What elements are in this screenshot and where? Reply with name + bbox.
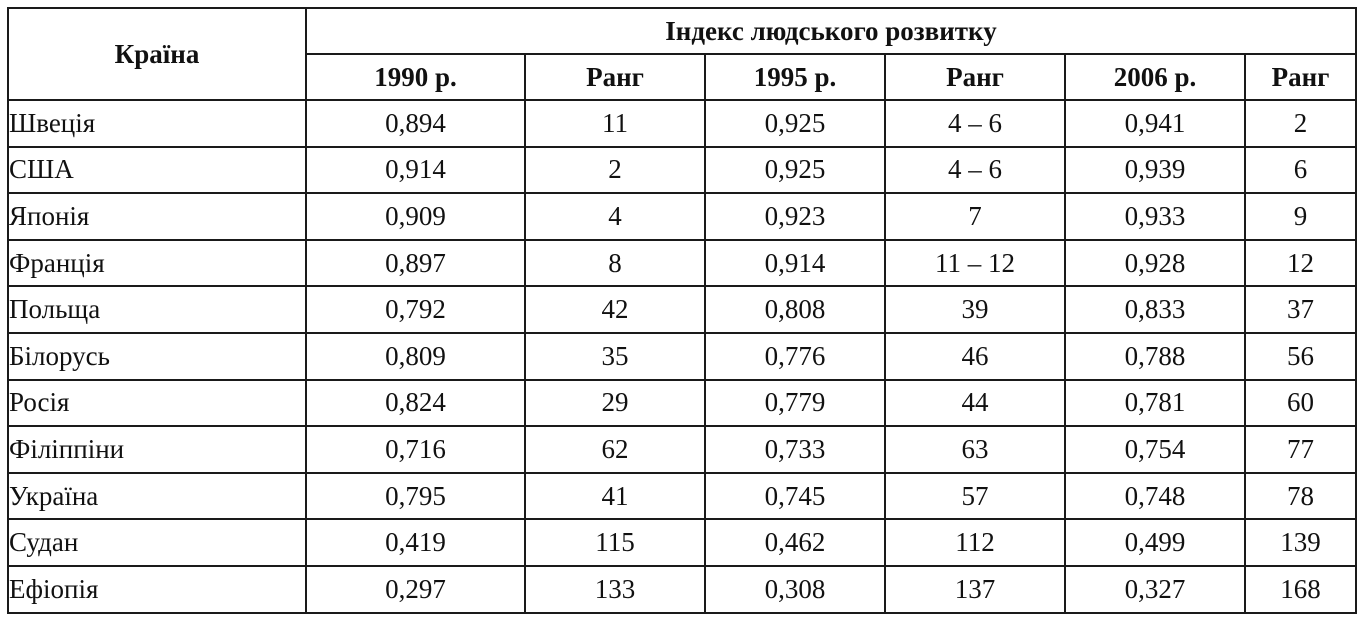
hdi-2006-cell: 0,928: [1065, 240, 1245, 287]
rank-1995-cell: 7: [885, 193, 1065, 240]
hdi-1990-cell: 0,909: [306, 193, 525, 240]
rank-1995-cell: 137: [885, 566, 1065, 613]
hdi-1990-cell: 0,897: [306, 240, 525, 287]
rank-1995-header: Ранг: [885, 54, 1065, 100]
table-row: [8, 426, 1356, 473]
hdi-1995-cell: 0,779: [705, 380, 885, 427]
rank-1990-cell: 62: [525, 426, 705, 473]
rank-2006-cell: 77: [1245, 426, 1356, 473]
hdi-1990-cell: 0,792: [306, 286, 525, 333]
table-row: [8, 566, 1356, 613]
country-cell: Росія: [8, 380, 306, 427]
country-cell: Судан: [8, 519, 306, 566]
country-cell: Польща: [8, 286, 306, 333]
table-row: [8, 333, 1356, 380]
rank-1990-cell: 29: [525, 380, 705, 427]
rank-1990-cell: 8: [525, 240, 705, 287]
rank-1995-cell: 4 – 6: [885, 100, 1065, 147]
country-cell: Японія: [8, 193, 306, 240]
table-row: [8, 286, 1356, 333]
year-1990-header: 1990 р.: [306, 54, 525, 100]
hdi-1990-cell: 0,716: [306, 426, 525, 473]
country-cell: Швеція: [8, 100, 306, 147]
country-cell: Ефіопія: [8, 566, 306, 613]
year-2006-header: 2006 р.: [1065, 54, 1245, 100]
rank-2006-cell: 60: [1245, 380, 1356, 427]
hdi-2006-cell: 0,748: [1065, 473, 1245, 520]
rank-2006-cell: 168: [1245, 566, 1356, 613]
hdi-2006-cell: 0,327: [1065, 566, 1245, 613]
rank-2006-cell: 12: [1245, 240, 1356, 287]
rank-1990-cell: 41: [525, 473, 705, 520]
table-row: [8, 147, 1356, 194]
rank-1995-cell: 46: [885, 333, 1065, 380]
table-row: [8, 240, 1356, 287]
table-row: [8, 193, 1356, 240]
hdi-1990-cell: 0,419: [306, 519, 525, 566]
table-row: [8, 100, 1356, 147]
hdi-2006-cell: 0,788: [1065, 333, 1245, 380]
hdi-1995-cell: 0,462: [705, 519, 885, 566]
hdi-1995-cell: 0,914: [705, 240, 885, 287]
table-row: [8, 380, 1356, 427]
rank-2006-cell: 9: [1245, 193, 1356, 240]
hdi-1995-cell: 0,733: [705, 426, 885, 473]
country-cell: Білорусь: [8, 333, 306, 380]
country-cell: Україна: [8, 473, 306, 520]
rank-1990-cell: 133: [525, 566, 705, 613]
rank-1990-cell: 42: [525, 286, 705, 333]
rank-2006-cell: 37: [1245, 286, 1356, 333]
rank-1995-cell: 63: [885, 426, 1065, 473]
rank-1995-cell: 44: [885, 380, 1065, 427]
rank-2006-cell: 6: [1245, 147, 1356, 194]
rank-1995-cell: 57: [885, 473, 1065, 520]
rank-1990-header: Ранг: [525, 54, 705, 100]
country-cell: США: [8, 147, 306, 194]
hdi-1990-cell: 0,297: [306, 566, 525, 613]
year-1995-header: 1995 р.: [705, 54, 885, 100]
rank-1990-cell: 35: [525, 333, 705, 380]
rank-2006-cell: 78: [1245, 473, 1356, 520]
hdi-2006-cell: 0,933: [1065, 193, 1245, 240]
hdi-2006-cell: 0,499: [1065, 519, 1245, 566]
rank-2006-cell: 56: [1245, 333, 1356, 380]
hdi-1990-cell: 0,914: [306, 147, 525, 194]
table-row: [8, 473, 1356, 520]
rank-1995-cell: 11 – 12: [885, 240, 1065, 287]
hdi-1995-cell: 0,308: [705, 566, 885, 613]
rank-2006-header: Ранг: [1245, 54, 1356, 100]
rank-1995-cell: 112: [885, 519, 1065, 566]
hdi-1995-cell: 0,808: [705, 286, 885, 333]
hdi-1990-cell: 0,824: [306, 380, 525, 427]
rank-1990-cell: 11: [525, 100, 705, 147]
hdi-2006-cell: 0,833: [1065, 286, 1245, 333]
hdi-1990-cell: 0,795: [306, 473, 525, 520]
rank-1990-cell: 4: [525, 193, 705, 240]
table-row: [8, 519, 1356, 566]
hdi-2006-cell: 0,941: [1065, 100, 1245, 147]
rank-2006-cell: 139: [1245, 519, 1356, 566]
hdi-1995-cell: 0,925: [705, 100, 885, 147]
hdi-1990-cell: 0,809: [306, 333, 525, 380]
rank-1995-cell: 4 – 6: [885, 147, 1065, 194]
hdi-1995-cell: 0,925: [705, 147, 885, 194]
rank-1990-cell: 2: [525, 147, 705, 194]
hdi-1995-cell: 0,923: [705, 193, 885, 240]
header-row-main: [8, 8, 1356, 54]
rank-2006-cell: 2: [1245, 100, 1356, 147]
hdi-2006-cell: 0,754: [1065, 426, 1245, 473]
country-cell: Філіппіни: [8, 426, 306, 473]
rank-1990-cell: 115: [525, 519, 705, 566]
hdi-1995-cell: 0,776: [705, 333, 885, 380]
rank-1995-cell: 39: [885, 286, 1065, 333]
hdi-1990-cell: 0,894: [306, 100, 525, 147]
hdi-2006-cell: 0,781: [1065, 380, 1245, 427]
country-column-header: Країна: [8, 8, 306, 100]
hdi-group-header: Індекс людського розвитку: [306, 8, 1356, 54]
hdi-2006-cell: 0,939: [1065, 147, 1245, 194]
hdi-table: [7, 7, 1357, 614]
hdi-1995-cell: 0,745: [705, 473, 885, 520]
country-cell: Франція: [8, 240, 306, 287]
